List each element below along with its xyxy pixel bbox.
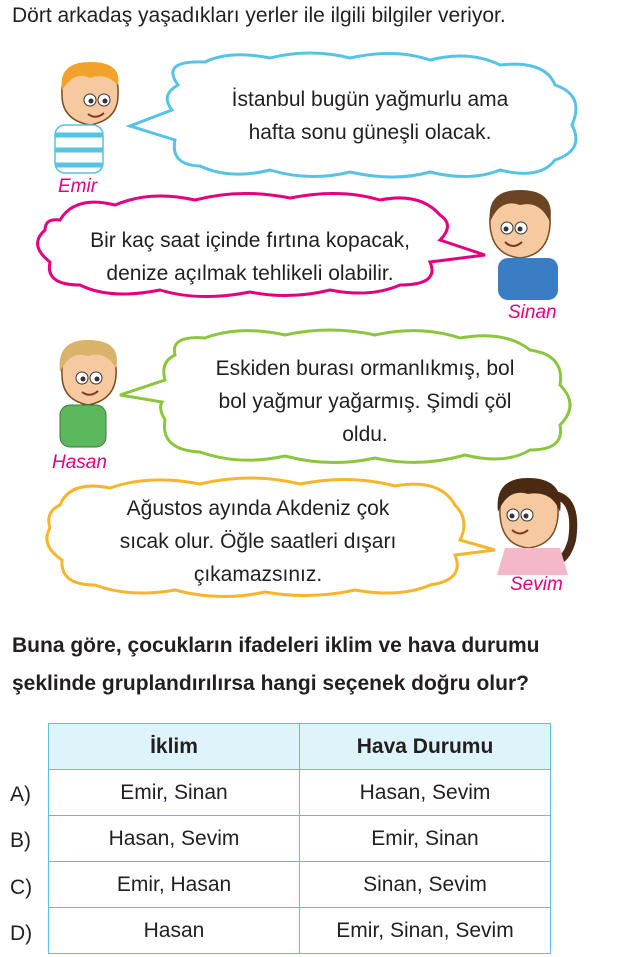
cell-hava: Emir, Sinan, Sevim (300, 908, 551, 954)
header-hava-durumu: Hava Durumu (300, 724, 551, 770)
answer-table (48, 723, 551, 954)
sevim-name-label: Sevim (510, 574, 563, 595)
sinan-avatar (490, 190, 558, 300)
speech-line: denize açılmak tehlikeli olabilir. (106, 262, 394, 285)
cell-iklim: Emir, Sinan (49, 770, 300, 816)
option-c-label[interactable]: C) (10, 876, 33, 899)
speech-line: Ağustos ayında Akdeniz çok (126, 497, 390, 520)
sinan-name-label: Sinan (508, 302, 557, 323)
emir-name-label: Emir (58, 176, 98, 197)
speech-line: çıkamazsınız. (193, 563, 323, 586)
option-a-label[interactable]: A) (10, 783, 31, 806)
question-line: şeklinde gruplandırılırsa hangi seçenek doğru olur? (12, 672, 529, 695)
sevim-speech-text (58, 492, 458, 591)
table-header-row (49, 724, 551, 770)
cell-hava: Sinan, Sevim (300, 862, 551, 908)
table-row (49, 770, 551, 816)
speech-line: Bir kaç saat içinde fırtına kopacak, (90, 229, 410, 252)
cell-hava: Hasan, Sevim (300, 770, 551, 816)
hasan-speech-text (170, 352, 560, 451)
intro-text: Dört arkadaş yaşadıkları yerler ile ilgili bilgiler veriyor. (12, 4, 506, 27)
cell-iklim: Hasan, Sevim (49, 816, 300, 862)
hasan-name-label: Hasan (52, 452, 107, 473)
table-row (49, 816, 551, 862)
speech-line: oldu. (342, 423, 388, 446)
cell-hava: Emir, Sinan (300, 816, 551, 862)
emir-speech-text (175, 83, 565, 149)
speech-line: hafta sonu güneşli olacak. (248, 121, 492, 144)
table-row (49, 862, 551, 908)
question-text (12, 627, 612, 703)
header-iklim: İklim (49, 724, 300, 770)
sinan-speech-text (55, 224, 445, 290)
hasan-avatar (60, 340, 117, 447)
option-b-label[interactable]: B) (10, 829, 31, 852)
option-d-label[interactable]: D) (10, 922, 33, 945)
table-row (49, 908, 551, 954)
speech-line: Eskiden burası ormanlıkmış, bol (215, 357, 515, 380)
sevim-avatar (497, 478, 573, 575)
question-line: Buna göre, çocukların ifadeleri iklim ve hava durumu (12, 634, 540, 657)
speech-line: bol yağmur yağarmış. Şimdi çöl (218, 390, 512, 413)
speech-line: sıcak olur. Öğle saatleri dışarı (119, 530, 397, 553)
emir-avatar (55, 62, 118, 173)
cell-iklim: Emir, Hasan (49, 862, 300, 908)
speech-line: İstanbul bugün yağmurlu ama (231, 88, 509, 111)
cell-iklim: Hasan (49, 908, 300, 954)
